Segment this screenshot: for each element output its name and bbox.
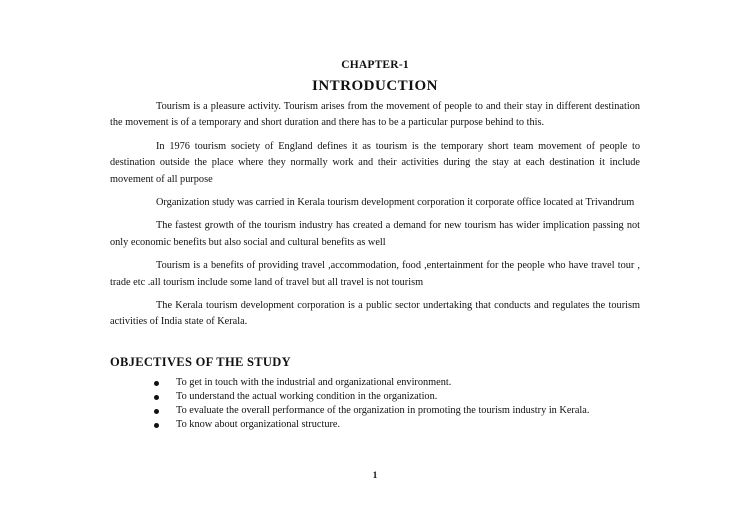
bullet-icon xyxy=(154,395,159,400)
page-number: 1 xyxy=(372,471,378,481)
list-item-text: To get in touch with the industrial and organizational environment. xyxy=(176,377,452,388)
paragraph-5: Tourism is a benefits of providing travel ,accommodation, food ,entertainment for the people who have travel tour , trade etc .all tourism include some land of travel but all travel is not tourism xyxy=(110,260,640,288)
paragraph-4: The fastest growth of the tourism industry has created a demand for new tourism has wider implication passing not only economic benefits but also social and cultural benefits as well xyxy=(110,220,640,248)
list-item xyxy=(110,404,640,418)
bullet-icon xyxy=(154,423,159,428)
list-item-text: To know about organizational structure. xyxy=(176,419,341,430)
bullet-icon xyxy=(154,409,159,414)
paragraph-3: Organization study was carried in Kerala tourism development corporation it corporate office located at Trivandrum xyxy=(156,197,635,209)
objectives-list xyxy=(110,376,640,432)
paragraph-6: The Kerala tourism development corporation is a public sector undertaking that conducts and regulates the tourism activities of India state of Kerala. xyxy=(110,300,640,328)
objectives-heading: OBJECTIVES OF THE STUDY xyxy=(110,355,291,369)
bullet-icon xyxy=(154,381,159,386)
page-title: INTRODUCTION xyxy=(311,78,438,94)
list-item-text: To evaluate the overall performance of the organization in promoting the tourism industry in Kerala. xyxy=(176,405,590,416)
list-item xyxy=(110,376,640,390)
introduction-body xyxy=(110,99,640,338)
chapter-label: CHAPTER-1 xyxy=(341,59,409,71)
paragraph-1: Tourism is a pleasure activity. Tourism arises from the movement of people to and their stay in different destination the movement is of a temporary and short duration and there has to be a particular purpose behind to this. xyxy=(110,101,640,129)
list-item xyxy=(110,418,640,432)
list-item-text: To understand the actual working condition in the organization. xyxy=(176,391,438,402)
list-item xyxy=(110,390,640,404)
paragraph-2: In 1976 tourism society of England defines it as tourism is the temporary short team movement of people to destination outside the place where they normally work and their activities during the stay at each destination it include movement of all purpose xyxy=(110,140,640,185)
